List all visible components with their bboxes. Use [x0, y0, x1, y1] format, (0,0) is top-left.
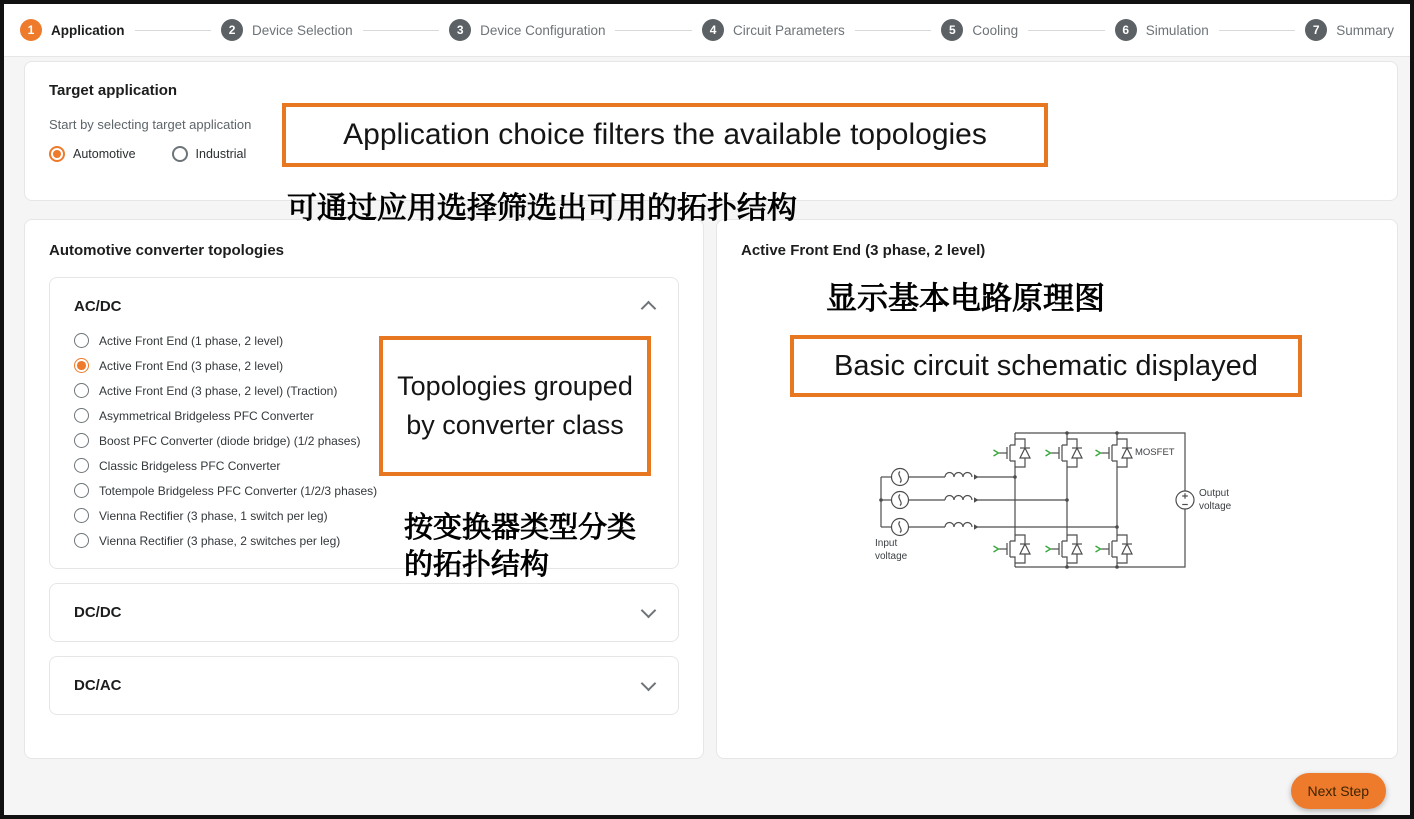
topology-label: Asymmetrical Bridgeless PFC Converter [99, 408, 314, 423]
topology-label: Vienna Rectifier (3 phase, 1 switch per leg) [99, 508, 328, 523]
step-label: Cooling [972, 22, 1019, 38]
accordion-dcdc-header[interactable] [74, 604, 654, 621]
step-number-badge: 7 [1305, 19, 1327, 41]
stepper-step-device-selection[interactable] [221, 19, 353, 41]
chevron-down-icon [641, 676, 657, 692]
accordion-dcac-header[interactable] [74, 677, 654, 694]
step-label: Device Selection [252, 22, 353, 38]
mosfet-icon [994, 439, 1031, 467]
stepper-connector [363, 30, 440, 31]
radio-unselected-icon [74, 333, 89, 348]
stepper-connector [855, 30, 932, 31]
accordion-dcdc [49, 583, 679, 642]
schematic-preview-title: Active Front End (3 phase, 2 level) [741, 242, 986, 259]
radio-unselected-icon [74, 383, 89, 398]
step-number-badge: 5 [941, 19, 963, 41]
radio-unselected-icon [74, 433, 89, 448]
radio-industrial[interactable] [172, 146, 247, 162]
step-label: Device Configuration [480, 22, 606, 38]
step-label: Application [51, 22, 125, 38]
radio-unselected-icon [74, 458, 89, 473]
step-number-badge: 1 [20, 19, 42, 41]
topology-label: Active Front End (3 phase, 2 level) [99, 358, 284, 373]
radio-selected-icon [74, 358, 89, 373]
mosfet-label: MOSFET [1135, 447, 1175, 458]
accordion-dcac [49, 656, 679, 715]
step-label: Summary [1336, 22, 1395, 38]
wizard-stepper [4, 4, 1410, 57]
radio-label: Industrial [195, 147, 247, 161]
chevron-up-icon [641, 301, 657, 317]
mosfet-icon [1046, 535, 1083, 563]
step-label: Simulation [1145, 22, 1209, 38]
output-voltage-label: Output voltage [1199, 488, 1232, 512]
step-number-badge: 3 [449, 19, 471, 41]
stepper-step-simulation[interactable] [1115, 19, 1209, 41]
inductor-icon [945, 523, 979, 530]
topology-option[interactable] [74, 483, 654, 498]
topology-label: Active Front End (1 phase, 2 level) [99, 333, 284, 348]
stepper-connector [135, 30, 212, 31]
step-label: Circuit Parameters [733, 22, 845, 38]
mosfet-icon [1046, 439, 1083, 467]
radio-selected-icon [49, 146, 65, 162]
stepper-step-cooling[interactable] [941, 19, 1018, 41]
topology-label: Active Front End (3 phase, 2 level) (Traction) [99, 383, 338, 398]
annotation-application-filter-zh: 可通过应用选择筛选出可用的拓扑结构 [287, 192, 797, 225]
accordion-label: AC/DC [74, 298, 122, 315]
accordion-label: DC/DC [74, 604, 122, 621]
inductor-icon [945, 473, 979, 480]
annotation-schematic-en: Basic circuit schematic displayed [790, 335, 1302, 397]
radio-label: Automotive [73, 147, 136, 161]
radio-unselected-icon [74, 508, 89, 523]
stepper-step-application[interactable] [20, 19, 125, 41]
target-application-subtitle: Start by selecting target application [49, 117, 252, 132]
topology-label: Classic Bridgeless PFC Converter [99, 458, 281, 473]
topology-label: Vienna Rectifier (3 phase, 2 switches per leg) [99, 533, 341, 548]
stepper-step-summary[interactable] [1305, 19, 1394, 41]
annotation-schematic-zh: 显示基本电路原理图 [826, 281, 1105, 316]
output-source-icon [1176, 491, 1194, 509]
inductor-icon [945, 496, 979, 503]
stepper-connector [615, 30, 692, 31]
topology-label: Boost PFC Converter (diode bridge) (1/2 phases) [99, 433, 361, 448]
annotation-application-filter-en: Application choice filters the available topologies [282, 103, 1048, 167]
step-number-badge: 6 [1115, 19, 1137, 41]
ac-source-icon [892, 519, 909, 536]
radio-unselected-icon [172, 146, 188, 162]
topology-label: Totempole Bridgeless PFC Converter (1/2/3 phases) [99, 483, 378, 498]
chevron-down-icon [641, 603, 657, 619]
annotation-grouped-zh: 按变换器类型分类的拓扑结构 [404, 512, 637, 582]
radio-unselected-icon [74, 408, 89, 423]
stepper-connector [1219, 30, 1296, 31]
topologies-panel-title: Automotive converter topologies [49, 242, 285, 259]
radio-unselected-icon [74, 483, 89, 498]
circuit-schematic [867, 425, 1277, 590]
stepper-step-device-configuration[interactable] [449, 19, 605, 41]
mosfet-icon [1096, 535, 1133, 563]
step-number-badge: 2 [221, 19, 243, 41]
topologies-panel [24, 219, 704, 759]
radio-automotive[interactable] [49, 146, 136, 162]
mosfet-icon [994, 535, 1031, 563]
next-step-button[interactable]: Next Step [1291, 773, 1386, 809]
ac-source-icon [892, 469, 909, 486]
mosfet-icon [1096, 439, 1133, 467]
stepper-connector [1028, 30, 1105, 31]
annotation-grouped-en: Topologies grouped by converter class [379, 336, 651, 476]
target-application-title: Target application [49, 82, 178, 99]
accordion-label: DC/AC [74, 677, 122, 694]
input-voltage-label: Input voltage [875, 538, 908, 562]
radio-unselected-icon [74, 533, 89, 548]
stepper-step-circuit-parameters[interactable] [702, 19, 845, 41]
ac-source-icon [892, 492, 909, 509]
accordion-acdc-header[interactable] [74, 298, 654, 315]
step-number-badge: 4 [702, 19, 724, 41]
